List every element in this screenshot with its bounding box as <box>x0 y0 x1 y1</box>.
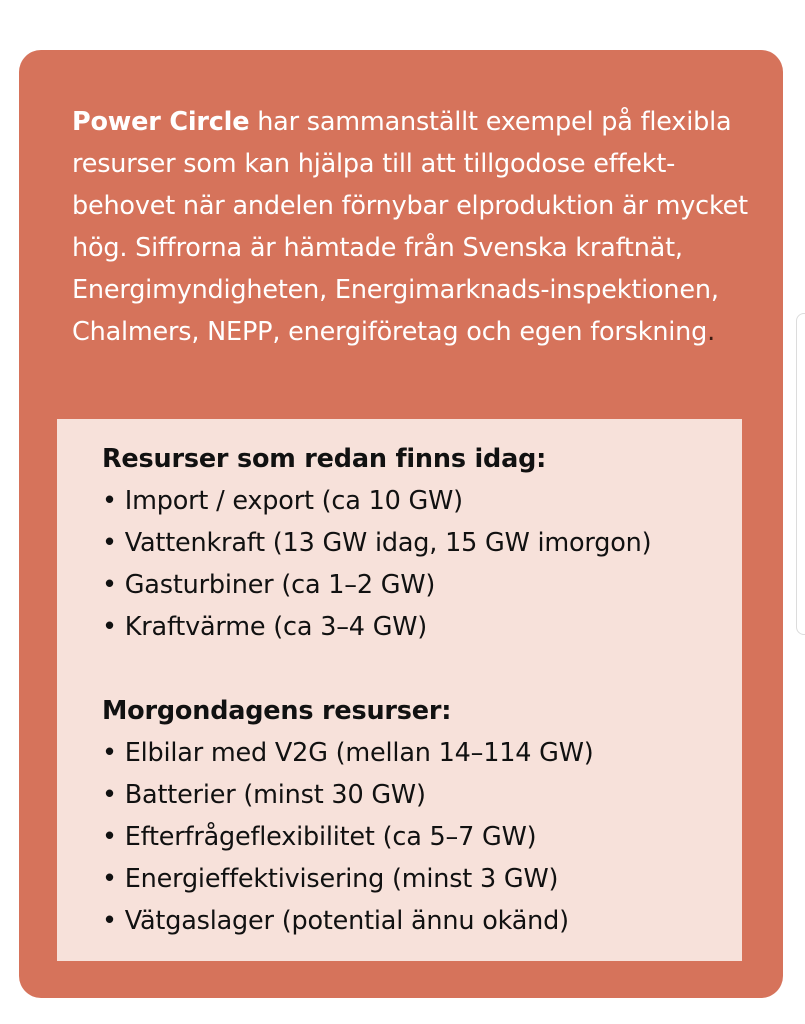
info-card <box>19 50 783 998</box>
intro-end-period: . <box>707 317 716 347</box>
list-item: • Vätgaslager (potential ännu okänd) <box>102 906 569 936</box>
future-resources-section <box>102 690 722 942</box>
intro-paragraph <box>72 101 752 353</box>
list-item: • Vattenkraft (13 GW idag, 15 GW imorgon) <box>102 528 652 558</box>
current-resources-list <box>102 480 722 648</box>
list-item: • Kraftvärme (ca 3–4 GW) <box>102 612 428 642</box>
list-item: • Energieffektivisering (minst 3 GW) <box>102 864 559 894</box>
list-item: • Import / export (ca 10 GW) <box>102 486 463 516</box>
intro-text: har sammanställt exempel på flexibla resurser som kan hjälpa till att tillgodose effekt-behovet när andelen förnybar elproduktion är mycket hög. Siffrorna är hämtade från Svenska kraftnät, Energimyndigheten, Energimarknads-inspektionen, Chalmers, NEPP, energiföretag och egen forskning <box>72 107 748 347</box>
future-resources-heading: Morgondagens resurser: <box>102 696 452 726</box>
current-resources-heading: Resurser som redan finns idag: <box>102 444 547 474</box>
list-item: • Gasturbiner (ca 1–2 GW) <box>102 570 436 600</box>
side-scroll-handle[interactable] <box>796 313 805 635</box>
list-item: • Efterfrågeflexibilitet (ca 5–7 GW) <box>102 822 537 852</box>
current-resources-section <box>102 438 722 648</box>
intro-brand: Power Circle <box>72 107 250 137</box>
resources-box <box>57 419 742 961</box>
list-item: • Batterier (minst 30 GW) <box>102 780 426 810</box>
future-resources-list <box>102 732 722 942</box>
list-item: • Elbilar med V2G (mellan 14–114 GW) <box>102 738 594 768</box>
